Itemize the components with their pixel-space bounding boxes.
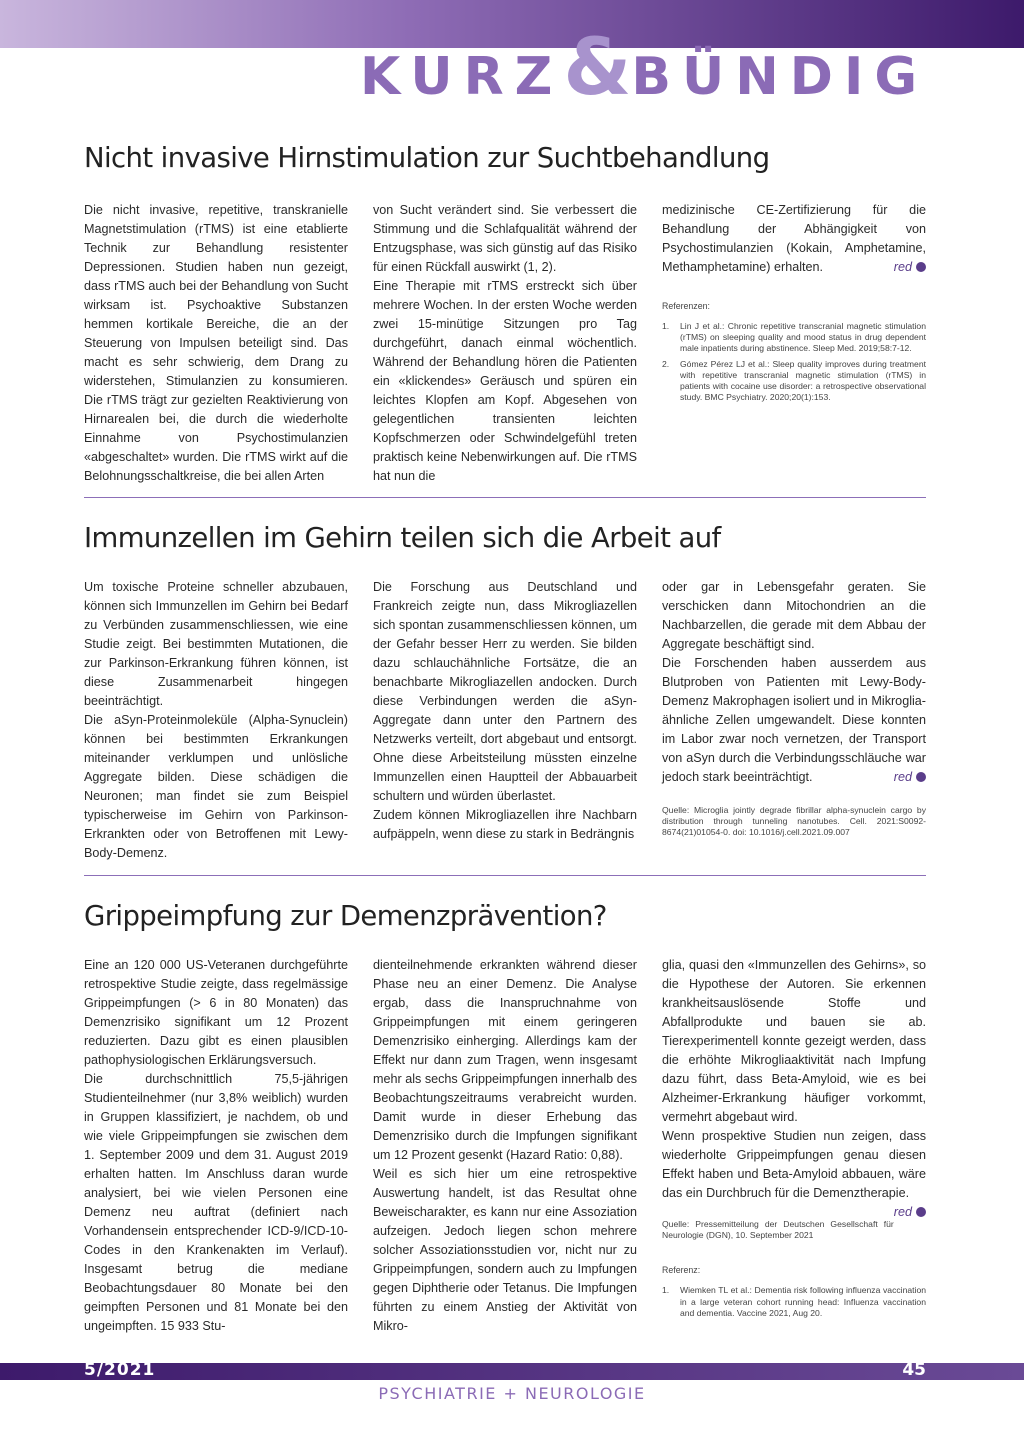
- references-heading: Referenz:: [662, 1265, 701, 1276]
- column-3: [662, 201, 926, 407]
- paragraph: Die Forschung aus Deutschland und Frankreich zeigte nun, dass Mikrogliazellen sich spontan zusammenschliessen können, um der Gefahr besser Herr zu werden. Sie bilden dazu schlauchähnliche Fortsätze, die an benachbarte Mikrogliazellen andocken. Durch diese Verbindungen werden die aSyn-Aggregate dann unter den Partnern des Netzwerks verteilt, dort abgebaut und entsorgt. Ohne diese Arbeitsteilung müssten einzelne Immunzellen einen Hauptteil der Abbauarbeit schultern und würden überlastet.: [373, 580, 637, 803]
- paragraph: Die aSyn-Proteinmoleküle (Alpha-Synuclein) können bei bestimmten Erkrankungen miteinander verklumpen und unlösliche Aggregate bilden. Diese schädigen die Neuronen; man findet sie zum Beispiel typischerweise im Gehirn von Parkinson-Erkrankten oder von Betroffenen mit Lewy-Body-Demenz.: [84, 713, 348, 860]
- issue-number: 5/2021: [84, 1360, 156, 1380]
- reference-item: 1. Lin J et al.: Chronic repetitive transcranial magnetic stimulation (rTMS) on sleeping quality and mood status in drug dependent male inpatients during abstinence. Sleep Med. 2019;58:7-12.: [662, 321, 926, 354]
- reference-item: 1. Wiemken TL et al.: Dementia risk following influenza vaccination in a large veteran cohort running head: Influenza vaccination and dementia. Vaccine 2021, Aug 20.: [662, 1285, 926, 1318]
- paragraph: Die nicht invasive, repetitive, transkranielle Magnetstimulation (rTMS) ist eine etablierte Technik zur Behandlung resistenter Depressionen. Studien haben nun gezeigt, dass rTMS auch bei der Behandlung von Sucht wirksam ist. Psychoaktive Substanzen hemmen kortikale Bereiche, die an der Steuerung von Impulsen beteiligt sind. Das macht es sehr schwierig, dem Drang zu widerstehen, Stimulanzien zu konsumieren. Die rTMS trägt zur gezielten Reaktivierung von Hirnarealen bei, die durch die wiederholte Einnahme von Psychostimulanzien «abgeschaltet» wurden. Die rTMS wirkt auf die Belohnungsschaltkreise, die bei allen Arten: [84, 203, 348, 483]
- article-flu-vaccination: [84, 900, 926, 1333]
- journal-name: PSYCHIATRIE + NEUROLOGIE: [378, 1384, 646, 1403]
- column-1: [84, 956, 348, 1336]
- column-2: [373, 578, 637, 844]
- section-kicker: KURZ&BÜNDIG: [360, 23, 928, 113]
- paragraph: Um toxische Proteine schneller abzubauen, können sich Immunzellen im Gehirn bei Bedarf zu Verbünden zusammenschliessen, wie eine Studie zeigt. Bei bestimmten Mutationen, die zur Parkinson-Erkrankung führen können, ist diese Zusammenarbeit hingegen beeinträchtigt.: [84, 580, 348, 708]
- references-heading: Referenzen:: [662, 301, 710, 311]
- reference-item: 2. Gómez Pérez LJ et al.: Sleep quality improves during treatment with repetitive transcranial magnetic stimulation (rTMS) in patients with cocaine use disorder: a retrospective observational study. BMC Psychiatry. 2020;20(1):153.: [662, 358, 926, 403]
- paragraph: glia, quasi den «Immunzellen des Gehirns», so die Hypothese der Autoren. Sie erkennen krankheitsauslösende Stoffe und Abfallprodukte und bauen sie ab. Tierexperimentell konnte gezeigt werden, dass die erhöhte Mikrogliaaktivität nach Impfung dazu führt, dass Beta-Amyloid, wie es bei Alzheimer-Erkrankung häufiger vorkommt, vermehrt abgebaut wird.: [662, 958, 926, 1124]
- author-signature: red: [894, 768, 926, 787]
- author-signature: red: [894, 1203, 926, 1222]
- section-divider: [84, 875, 926, 876]
- paragraph: Eine Therapie mit rTMS erstreckt sich über mehrere Wochen. In der ersten Woche werden zwei 15-minütige Sitzungen pro Tag durchgeführt, danach einmal wöchentlich. Während der Behandlung hören die Patienten ein «klickendes» Geräusch und spüren ein leichtes Klopfen am Kopf. Abgesehen von gelegentlichen transienten leichten Kopfschmerzen oder Schwindelgefühl treten praktisch keine Nebenwirkungen auf. Die rTMS hat nun die: [373, 279, 637, 483]
- column-1: [84, 578, 348, 863]
- paragraph: Zudem können Mikrogliazellen ihre Nachbarn aufpäppeln, wenn diese zu stark in Bedrängnis: [373, 808, 637, 841]
- source-note: Quelle: Pressemitteilung der Deutschen Gesellschaft für Neurologie (DGN), 10. September 2021: [662, 1219, 894, 1241]
- author-signature: red: [894, 258, 926, 277]
- section-divider: [84, 497, 926, 498]
- article-rtms: [84, 142, 926, 483]
- article-title: Immunzellen im Gehirn teilen sich die Arbeit auf: [84, 522, 721, 554]
- column-3: [662, 578, 926, 839]
- column-3: [662, 956, 926, 1323]
- page-number: 45: [902, 1360, 926, 1380]
- paragraph: oder gar in Lebensgefahr geraten. Sie verschicken dann Mitochondrien an die Nachbarzellen, die gerade mit dem Abbau der Aggregate beschäftigt sind.: [662, 580, 926, 651]
- paragraph: Eine an 120 000 US-Veteranen durchgeführte retrospektive Studie zeigte, dass regelmässige Grippeimpfungen (> 6 in 80 Monaten) das Demenzrisiko signifikant um 12 Prozent reduzierten. Dazu gibt es einen plausiblen pathophysiologischen Erklärungsversuch.: [84, 958, 348, 1067]
- article-title: Nicht invasive Hirnstimulation zur Suchtbehandlung: [84, 142, 770, 174]
- paragraph: Die durchschnittlich 75,5-jährigen Studienteilnehmer (nur 3,8% weiblich) wurden in Gruppen klassifiziert, je nachdem, ob und wie viele Grippeimpfungen sie zwischen dem 1. September 2009 und dem 31. August 2019 erhalten hatten. Im Anschluss daran wurde analysiert, bei wie vielen Personen eine Demenz neu auftrat (definiert nach Vorhandensein entsprechender ICD-9/ICD-10-Codes in den Krankenakten im Verlauf). Insgesamt betrug die mediane Beobachtungsdauer 80 Monate bei den geimpften Personen und 81 Monate bei den ungeimpften. 15 933 Stu-: [84, 1072, 348, 1333]
- paragraph: Die Forschenden haben ausserdem aus Blutproben von Patienten mit Lewy-Body-Demenz Makrophagen isoliert und in Mikroglia-ähnliche Zellen umgewandelt. Diese konnten im Labor zwar noch vernetzen, der Transport von aSyn durch die Verbindungsschläuche war jedoch stark beeinträchtigt. red: [662, 654, 926, 787]
- column-1: [84, 201, 348, 486]
- paragraph: dienteilnehmende erkrankten während dieser Phase neu an einer Demenz. Die Analyse ergab, dass die Inanspruchnahme von Grippeimpfungen mit einem geringeren Demenzrisiko einherging. Allerdings kam der Effekt nur dann zum Tragen, wenn insgesamt mehr als sechs Grippeimpfungen innerhalb des Beobachtungszeitraums verabreicht wurden. Damit wurde in dieser Erhebung das Demenzrisiko durch die Impfungen signifikant um 12 Prozent gesenkt (Hazard Ratio: 0,88).: [373, 958, 637, 1162]
- column-2: [373, 956, 637, 1336]
- paragraph: Wenn prospektive Studien nun zeigen, dass wiederholte Grippeimpfungen genau diesen Effekt haben und Beta-Amyloid abbauen, wäre das ein Durchbruch für die Demenztherapie. red: [662, 1127, 926, 1203]
- paragraph: Weil es sich hier um eine retrospektive Auswertung handelt, ist das Resultat ohne Beweischarakter, es kann nur eine Assoziation aufzeigen. Jedoch liegen schon mehrere solcher Assoziationsstudien vor, nicht nur zu Grippeimpfungen, sondern auch zu Impfungen gegen Diphtherie oder Tetanus. Die Impfungen führten zu einem Anstieg der Aktivität von Mikro-: [373, 1167, 637, 1333]
- article-title: Grippeimpfung zur Demenzprävention?: [84, 900, 607, 932]
- column-2: [373, 201, 637, 486]
- paragraph: medizinische CE-Zertifizierung für die Behandlung der Abhängigkeit von Psychostimulanzien (Kokain, Amphetamine, Methamphetamine) erhalten. red: [662, 201, 926, 277]
- article-microglia: [84, 522, 926, 860]
- source-note: Quelle: Microglia jointly degrade fibrillar alpha-synuclein cargo by distribution through tunneling nanotubes. Cell. 2021:S0092-8674(21)01054-0. doi: 10.1016/j.cell.2021.09.007: [662, 805, 926, 838]
- paragraph: von Sucht verändert sind. Sie verbessert die Stimmung und die Schlafqualität während der Entzugsphase, was sich günstig auf das Risiko für einen Rückfall auswirkt (1, 2).: [373, 203, 637, 274]
